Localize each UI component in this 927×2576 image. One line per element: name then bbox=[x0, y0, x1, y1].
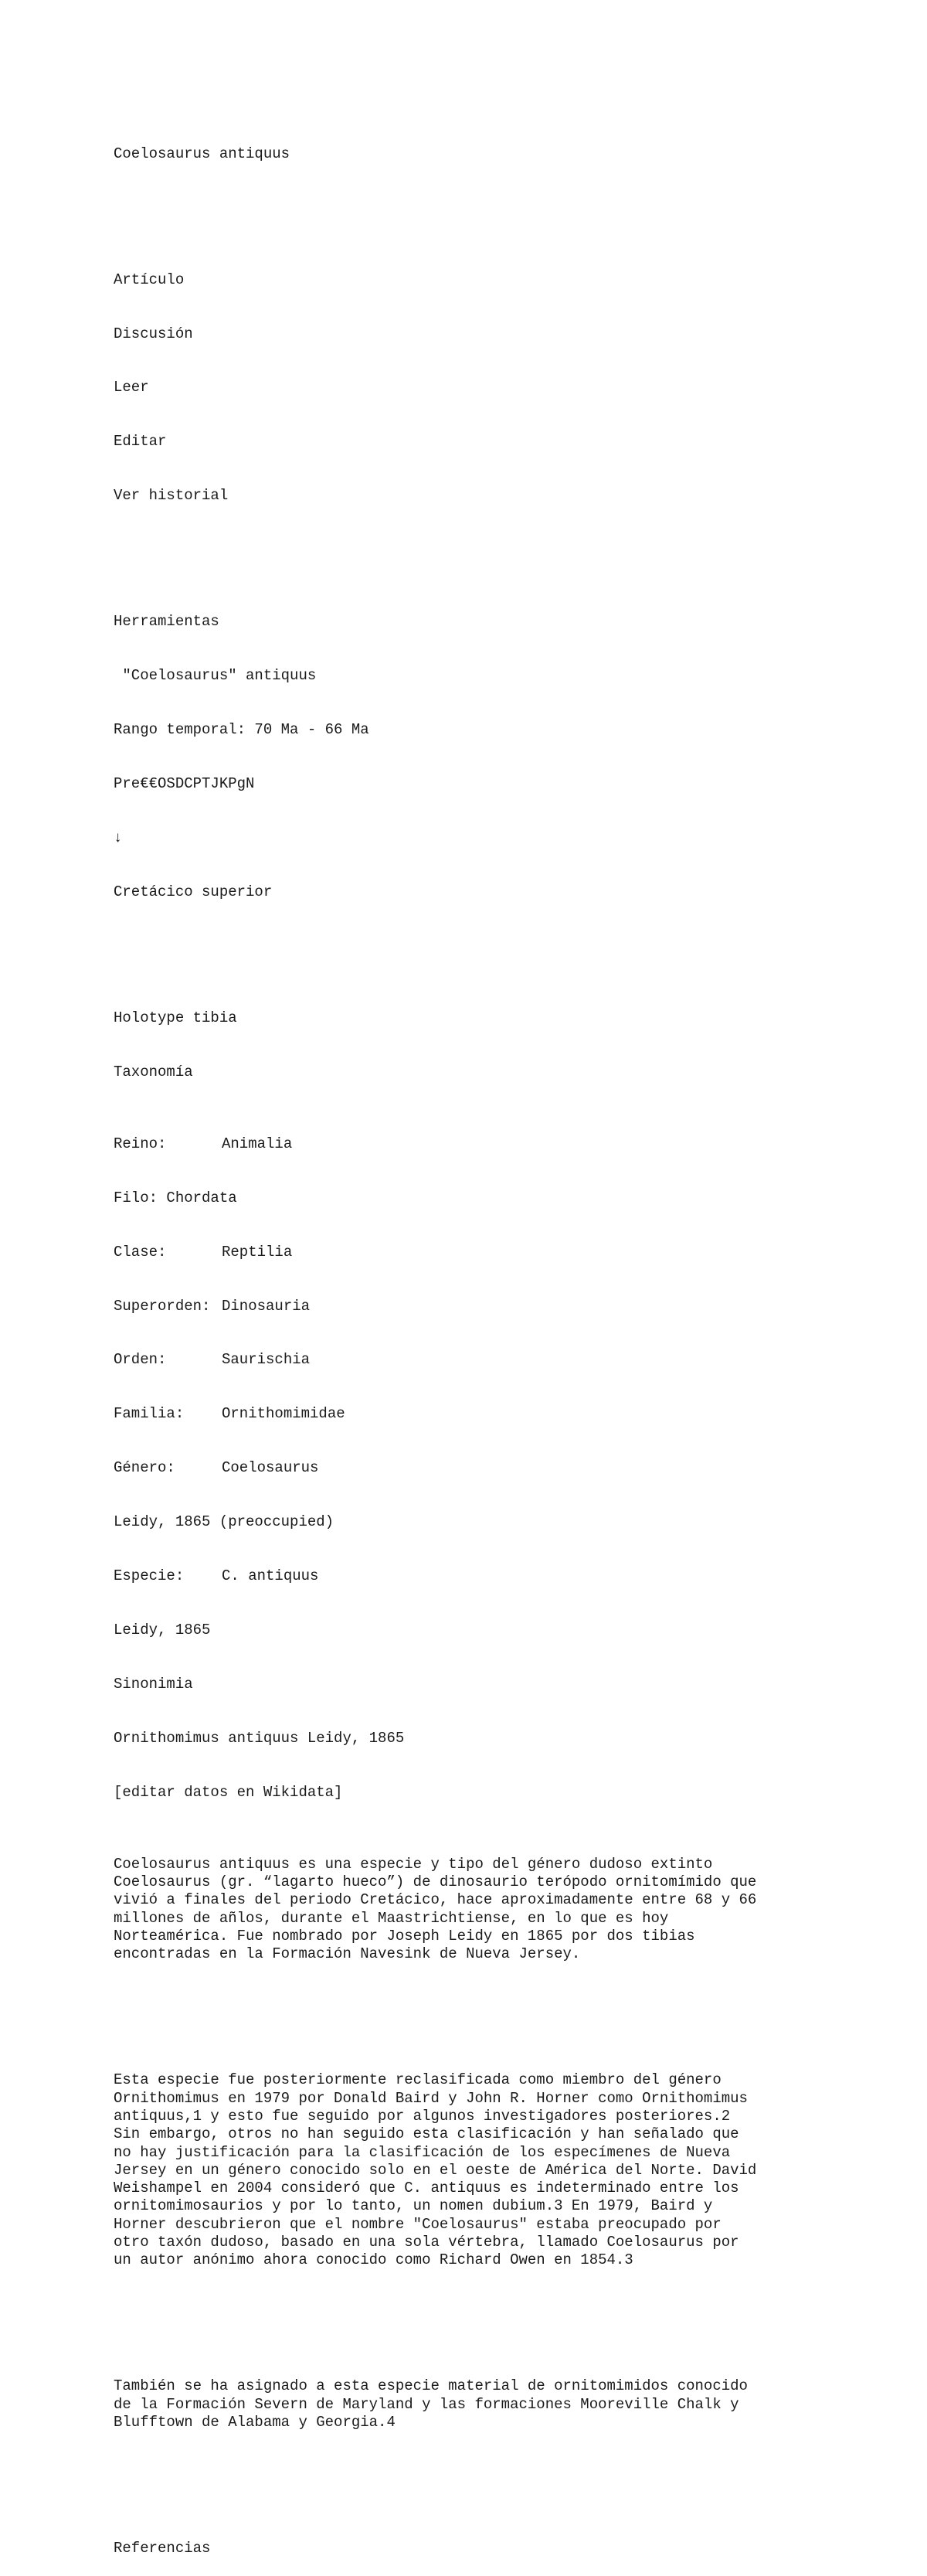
paragraph-line: vivió a finales del periodo Cretácico, hace aproximadamente entre 68 y 66 bbox=[114, 1891, 757, 1909]
taxon-row-reino bbox=[114, 1135, 886, 1153]
taxon-row-filo bbox=[114, 1189, 886, 1207]
tools-menu[interactable]: Herramientas bbox=[114, 613, 219, 631]
paragraph-classification bbox=[114, 2071, 886, 2269]
taxon-label: Familia: bbox=[114, 1405, 185, 1423]
taxon-label: Superorden: bbox=[114, 1297, 211, 1315]
paragraph-line: Sin embargo, otros no han seguido esta clasificación y han señalado que bbox=[114, 2125, 739, 2143]
taxon-value[interactable]: Chordata bbox=[166, 1189, 237, 1206]
taxon-row-familia bbox=[114, 1405, 886, 1423]
tab-discussion[interactable]: Discusión bbox=[114, 325, 193, 342]
paragraph-line: Esta especie fue posteriormente reclasificada como miembro del género bbox=[114, 2071, 722, 2089]
paragraph-line: antiquus,1 y esto fue seguido por algunos investigadores posteriores.2 bbox=[114, 2107, 731, 2125]
paragraph-line: Blufftown de Alabama y Georgia.4 bbox=[114, 2414, 396, 2431]
taxon-label: Especie: bbox=[114, 1567, 185, 1585]
paragraph-line: Coelosaurus antiquus es una especie y tipo del género dudoso extinto bbox=[114, 1855, 713, 1873]
paragraph-line: ornitomimosaurios y por lo tanto, un nomen dubium.3 En 1979, Baird y bbox=[114, 2197, 713, 2215]
taxon-row-clase bbox=[114, 1244, 886, 1261]
taxon-value: C. antiquus bbox=[222, 1567, 319, 1585]
paragraph-material bbox=[114, 2377, 886, 2431]
taxon-label: Orden: bbox=[114, 1351, 167, 1369]
references-heading: Referencias bbox=[114, 2540, 211, 2557]
genus-authority: Leidy, 1865 (preoccupied) bbox=[114, 1513, 334, 1531]
paragraph-line: Horner descubrieron que el nombre "Coelosaurus" estaba preocupado por bbox=[114, 2215, 722, 2233]
taxonomy-heading: Taxonomía bbox=[114, 1063, 193, 1080]
timeline-codes[interactable]: Pre€€OSDCPTJKPgN bbox=[114, 774, 255, 792]
taxon-row-genero bbox=[114, 1459, 886, 1477]
document-page bbox=[114, 109, 886, 2576]
taxon-value[interactable]: Coelosaurus bbox=[222, 1459, 319, 1477]
temporal-range: Rango temporal: 70 Ma - 66 Ma bbox=[114, 721, 369, 739]
image-caption: Holotype tibia bbox=[114, 1009, 237, 1026]
taxon-row-orden bbox=[114, 1351, 886, 1369]
synonym: Ornithomimus antiquus Leidy, 1865 bbox=[114, 1729, 405, 1747]
tab-edit[interactable]: Editar bbox=[114, 433, 167, 451]
down-arrow-icon: ↓ bbox=[114, 829, 123, 846]
infobox-title: "Coelosaurus" antiquus bbox=[114, 667, 317, 685]
taxon-row-especie bbox=[114, 1567, 886, 1585]
paragraph-line: otro taxón dudoso, basado en una sola vértebra, llamado Coelosaurus por bbox=[114, 2234, 739, 2251]
taxon-label: Género: bbox=[114, 1459, 175, 1477]
paragraph-intro bbox=[114, 1856, 886, 1964]
taxon-value[interactable]: Reptilia bbox=[222, 1243, 293, 1261]
species-authority: Leidy, 1865 bbox=[114, 1621, 211, 1638]
taxon-label: Reino: bbox=[114, 1135, 167, 1152]
paragraph-line: Weishampel en 2004 consideró que C. antiquus es indeterminado entre los bbox=[114, 2180, 739, 2197]
page-title: Coelosaurus antiquus bbox=[114, 145, 290, 162]
period-label[interactable]: Cretácico superior bbox=[114, 883, 273, 900]
taxon-label: Clase: bbox=[114, 1243, 167, 1261]
paragraph-line: Norteamérica. Fue nombrado por Joseph Leidy en 1865 por dos tibias bbox=[114, 1927, 695, 1945]
synonymy-heading: Sinonimia bbox=[114, 1675, 193, 1693]
paragraph-line: millones de añlos, durante el Maastrichtiense, en lo que es hoy bbox=[114, 1909, 669, 1927]
taxon-row-superorden bbox=[114, 1298, 886, 1315]
taxon-value[interactable]: Animalia bbox=[222, 1135, 293, 1152]
taxon-label: Filo: bbox=[114, 1189, 158, 1206]
paragraph-line: no hay justificación para la clasificación de los especímenes de Nueva bbox=[114, 2143, 731, 2161]
wikidata-edit-link[interactable]: [editar datos en Wikidata] bbox=[114, 1783, 343, 1801]
paragraph-line: Coelosaurus (gr. “lagarto hueco”) de dinosaurio terópodo ornitomímido que bbox=[114, 1873, 757, 1891]
paragraph-line: encontradas en la Formación Navesink de Nueva Jersey. bbox=[114, 1945, 581, 1963]
tab-article[interactable]: Artículo bbox=[114, 271, 185, 288]
paragraph-line: un autor anónimo ahora conocido como Richard Owen en 1854.3 bbox=[114, 2251, 633, 2269]
tab-read[interactable]: Leer bbox=[114, 379, 149, 396]
taxon-value[interactable]: Dinosauria bbox=[222, 1297, 311, 1315]
paragraph-line: Ornithomimus en 1979 por Donald Baird y John R. Horner como Ornithomimus bbox=[114, 2089, 748, 2107]
tab-history[interactable]: Ver historial bbox=[114, 487, 229, 505]
taxon-value[interactable]: Ornithomimidae bbox=[222, 1405, 345, 1423]
paragraph-line: También se ha asignado a esta especie material de ornitomimidos conocido bbox=[114, 2377, 748, 2395]
paragraph-line: de la Formación Severn de Maryland y las formaciones Mooreville Chalk y bbox=[114, 2395, 739, 2413]
paragraph-line: Jersey en un género conocido solo en el oeste de América del Norte. David bbox=[114, 2161, 757, 2179]
taxon-value[interactable]: Saurischia bbox=[222, 1351, 311, 1369]
